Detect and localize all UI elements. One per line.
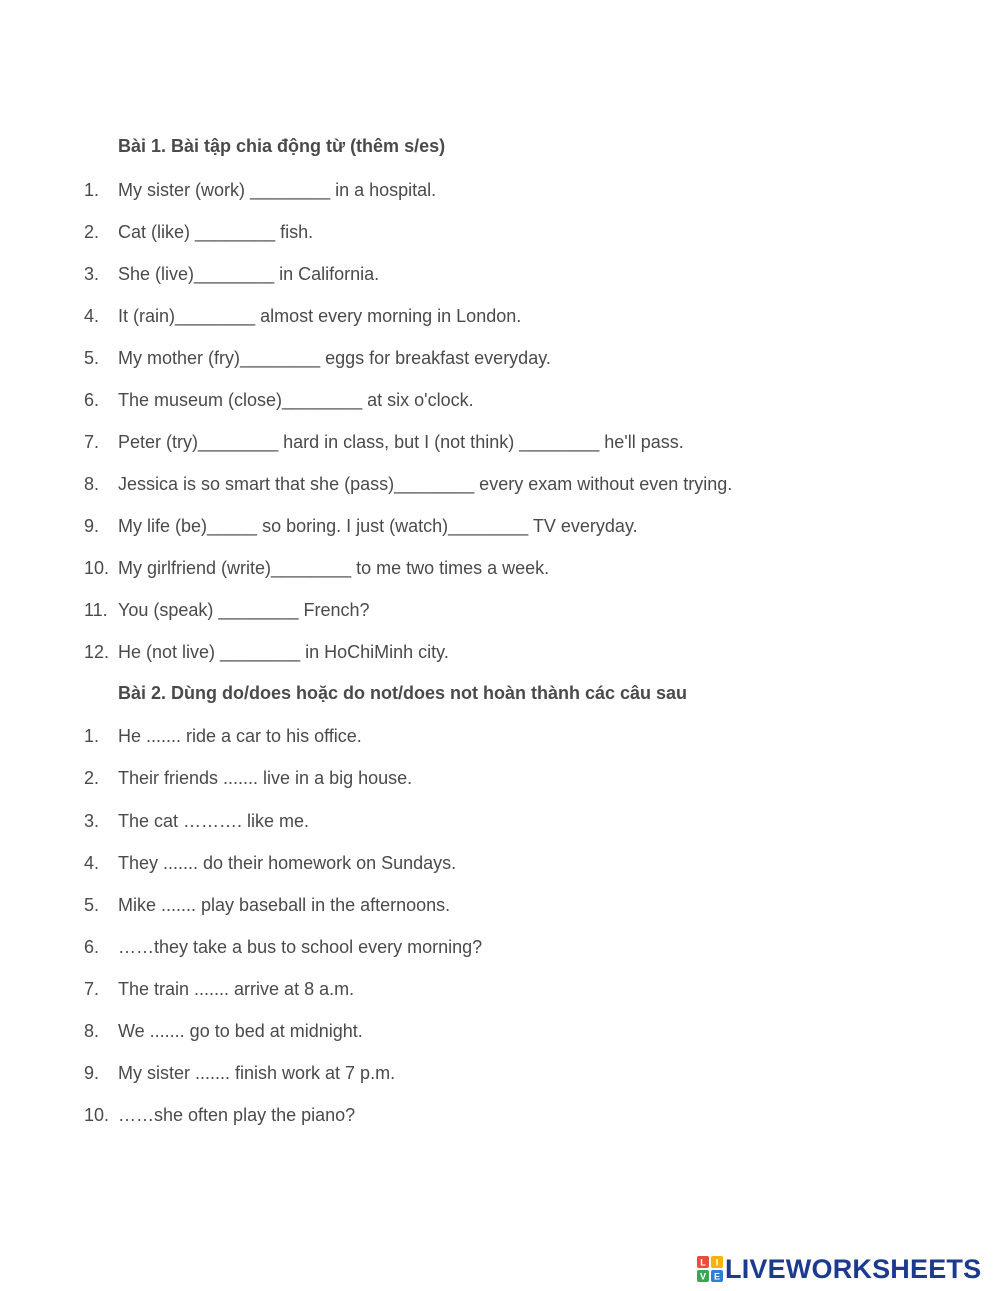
logo-letter-l: L: [700, 1257, 706, 1268]
item-text: ……she often play the piano?: [118, 1105, 356, 1125]
item-number: 12.: [84, 642, 110, 662]
item-number: 3.: [84, 264, 100, 284]
liveworksheets-logo-icon: [697, 1256, 723, 1282]
item-text: He ....... ride a car to his office.: [118, 726, 362, 746]
item-number: 9.: [84, 1063, 100, 1083]
item-number: 1.: [84, 180, 100, 200]
logo-wordmark: LIVEWORKSHEETS: [725, 1254, 982, 1284]
item-number: 6.: [84, 937, 100, 957]
item-number: 2.: [84, 222, 100, 242]
item-text: The train ....... arrive at 8 a.m.: [118, 979, 355, 999]
liveworksheets-logo[interactable]: [697, 1254, 981, 1284]
item-number: 7.: [84, 979, 100, 999]
item-number: 8.: [84, 1021, 100, 1041]
item-number: 1.: [84, 726, 100, 746]
item-text: Their friends ....... live in a big house.: [118, 768, 413, 788]
item-text: My sister (work) ________ in a hospital.: [118, 180, 437, 200]
item-text: You (speak) ________ French?: [118, 600, 370, 620]
item-text: She (live)________ in California.: [118, 264, 380, 284]
item-number: 3.: [84, 811, 100, 831]
item-number: 10.: [84, 558, 110, 578]
logo-letter-i: I: [715, 1257, 719, 1268]
item-number: 4.: [84, 306, 100, 326]
item-text: Mike ....... play baseball in the afternoons.: [118, 895, 451, 915]
item-number: 6.: [84, 390, 100, 410]
item-number: 4.: [84, 853, 100, 873]
item-text: It (rain)________ almost every morning in London.: [118, 306, 522, 326]
item-text: My life (be)_____ so boring. I just (watch)________ TV everyday.: [118, 516, 638, 536]
item-text: Cat (like) ________ fish.: [118, 222, 314, 242]
item-number: 2.: [84, 768, 100, 788]
item-text: My mother (fry)________ eggs for breakfast everyday.: [118, 348, 551, 368]
section-2-heading: Bài 2. Dùng do/does hoặc do not/does not hoàn thành các câu sau: [118, 683, 688, 703]
item-text: My sister ....... finish work at 7 p.m.: [118, 1063, 396, 1083]
logo-letter-e: E: [713, 1271, 721, 1282]
item-text: The museum (close)________ at six o'clock.: [118, 390, 474, 410]
item-number: 5.: [84, 348, 100, 368]
logo-letter-v: V: [699, 1271, 707, 1282]
item-text: ……they take a bus to school every morning?: [118, 937, 483, 957]
item-number: 10.: [84, 1105, 110, 1125]
item-text: They ....... do their homework on Sundays.: [118, 853, 457, 873]
item-text: Peter (try)________ hard in class, but I (not think) ________ he'll pass.: [118, 432, 684, 452]
item-text: The cat ………. like me.: [118, 811, 310, 831]
item-number: 5.: [84, 895, 100, 915]
item-text: He (not live) ________ in HoChiMinh city.: [118, 642, 449, 662]
item-number: 11.: [84, 600, 108, 620]
item-number: 9.: [84, 516, 100, 536]
section-1-heading: Bài 1. Bài tập chia động từ (thêm s/es): [118, 136, 446, 156]
item-text: We ....... go to bed at midnight.: [118, 1021, 363, 1041]
item-number: 8.: [84, 474, 100, 494]
item-text: Jessica is so smart that she (pass)________ every exam without even trying.: [118, 474, 733, 494]
item-number: 7.: [84, 432, 100, 452]
item-text: My girlfriend (write)________ to me two times a week.: [118, 558, 550, 578]
